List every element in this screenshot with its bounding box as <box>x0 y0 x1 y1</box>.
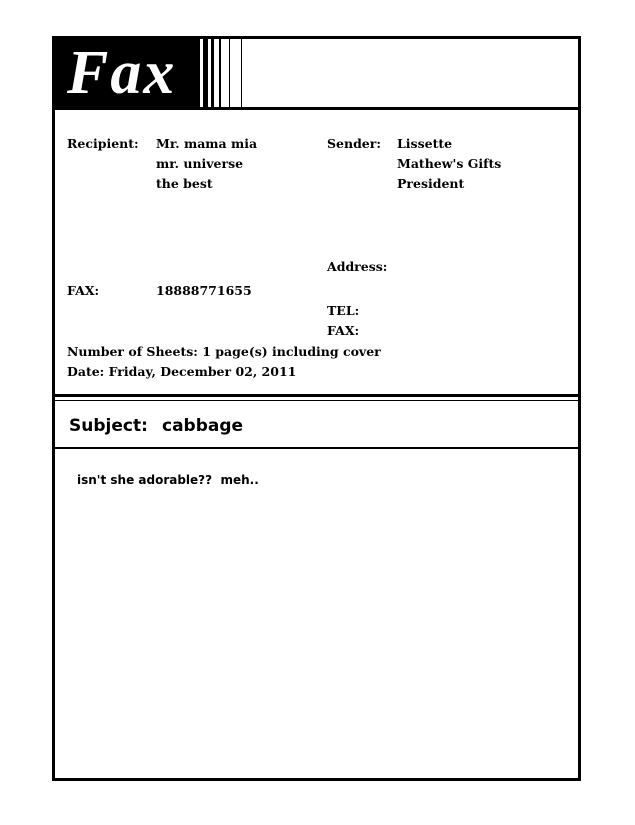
subject-divider <box>55 447 578 449</box>
header-stripe-3 <box>219 39 221 107</box>
recipient-line-3: the best <box>156 176 213 191</box>
fax-cover-sheet <box>52 36 581 781</box>
sender-line-3: President <box>397 176 465 191</box>
recipient-label: Recipient: <box>67 136 139 151</box>
number-of-sheets: Number of Sheets: 1 page(s) including cover <box>67 344 381 359</box>
header-stripe-4 <box>229 39 230 107</box>
subject-value: cabbage <box>162 416 244 436</box>
recipient-fax-label: FAX: <box>67 283 100 298</box>
sender-line-1: Lissette <box>397 136 453 151</box>
fax-logo: Fax <box>55 39 200 107</box>
fax-header <box>55 39 578 110</box>
message-body: isn't she adorable?? meh.. <box>77 473 259 487</box>
sender-label: Sender: <box>327 136 381 151</box>
sender-tel-label: TEL: <box>327 303 360 318</box>
divider-thin <box>55 400 578 401</box>
subject-label: Subject: <box>69 416 148 436</box>
header-stripe-5 <box>241 39 242 107</box>
header-stripe-1 <box>203 39 208 107</box>
divider-thick <box>55 394 578 397</box>
recipient-line-1: Mr. mama mia <box>156 136 258 151</box>
recipient-fax-number: 18888771655 <box>156 283 252 298</box>
fax-date: Date: Friday, December 02, 2011 <box>67 364 297 379</box>
header-stripe-2 <box>211 39 214 107</box>
sender-fax-label: FAX: <box>327 323 360 338</box>
sender-line-2: Mathew's Gifts <box>397 156 502 171</box>
recipient-line-2: mr. universe <box>156 156 244 171</box>
address-label: Address: <box>327 259 388 274</box>
